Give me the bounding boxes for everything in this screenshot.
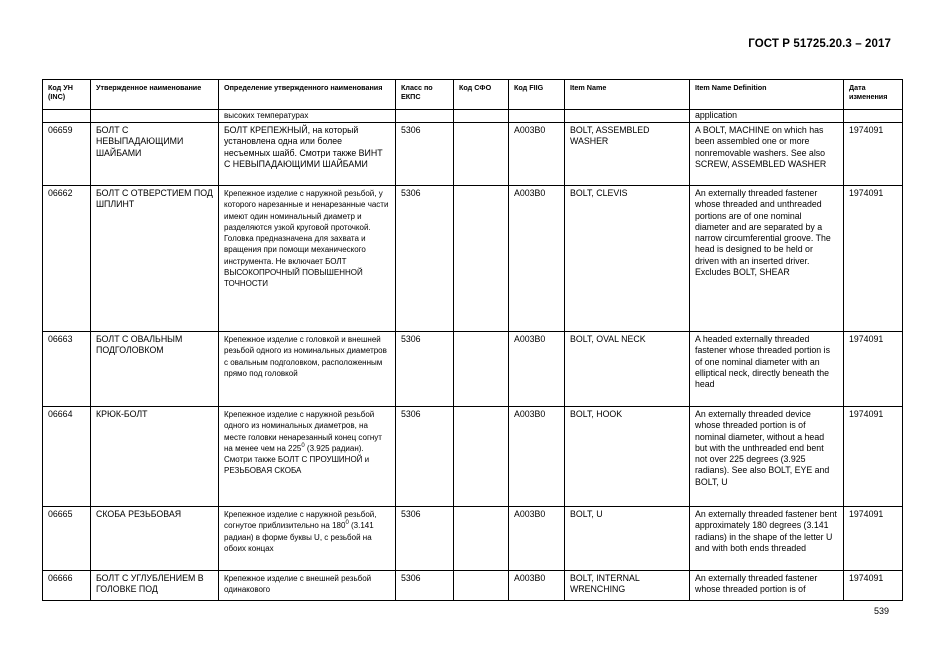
cell-date: 1974091 (844, 186, 903, 332)
col-header-sfo: Код СФО (454, 80, 509, 110)
col-header-item-name: Item Name (565, 80, 690, 110)
cell-item-definition: A BOLT, MACHINE on which has been assembled one or more nonremovable washers. See also SCREW, ASSEMBLED WASHER (690, 123, 844, 186)
cell-item-name: BOLT, CLEVIS (565, 186, 690, 332)
cell-class: 5306 (396, 571, 454, 601)
cell-sfo (454, 186, 509, 332)
cell-item-name: BOLT, OVAL NECK (565, 332, 690, 407)
cell-definition: Крепежное изделие с головкой и внешней резьбой одного из номинальных диаметров с овальным подголовком, расположенным прямо под головкой (219, 332, 396, 407)
cell-definition: высоких температурах (219, 110, 396, 123)
table-header-row (43, 80, 903, 110)
table-row (43, 507, 903, 571)
cell-item-name: BOLT, HOOK (565, 407, 690, 507)
cell-fiig: A003B0 (509, 571, 565, 601)
col-header-inc: Код УН (INC) (43, 80, 91, 110)
cell-class: 5306 (396, 407, 454, 507)
page-number: 539 (873, 606, 889, 616)
cell-definition: Крепежное изделие с наружной резьбой одного из номинальных диаметров, на месте головки ненарезанный конец согнут на менее чем на $225^0$ (3.925 радиан). Смотри также БОЛТ С ПРОУШИНОЙ и РЕЗЬБОВАЯ СКОБА (219, 407, 396, 507)
cell-date: 1974091 (844, 332, 903, 407)
cell-date: 1974091 (844, 123, 903, 186)
cell-class: 5306 (396, 507, 454, 571)
cell-item-definition: An externally threaded fastener whose threaded and unthreaded portions are of one nominal diameter and are separated by a narrow circumferential groove. The head is designed to be held or driven with an inserted driver. Excludes BOLT, SHEAR (690, 186, 844, 332)
cell-sfo (454, 571, 509, 601)
cell-inc: 06664 (43, 407, 91, 507)
cell-inc: 06666 (43, 571, 91, 601)
cell-sfo (454, 407, 509, 507)
cell-date: 1974091 (844, 571, 903, 601)
cell-item-name: BOLT, INTERNAL WRENCHING (565, 571, 690, 601)
cell-sfo (454, 123, 509, 186)
item-names-table (42, 79, 903, 601)
cell-inc: 06659 (43, 123, 91, 186)
cell-item-definition: A headed externally threaded fastener whose threaded portion is of one nominal diameter with an elliptical neck, directly beneath the head (690, 332, 844, 407)
cell-definition: Крепежное изделие с внешней резьбой одинакового (219, 571, 396, 601)
table-row (43, 332, 903, 407)
cell-sfo (454, 507, 509, 571)
cell-fiig: A003B0 (509, 507, 565, 571)
col-header-fiig: Код FIIG (509, 80, 565, 110)
col-header-item-definition: Item Name Definition (690, 80, 844, 110)
document-number: ГОСТ Р 51725.20.3 – 2017 (748, 38, 891, 50)
cell-date: 1974091 (844, 507, 903, 571)
cell-inc: 06663 (43, 332, 91, 407)
cell-class: 5306 (396, 332, 454, 407)
cell-item-name: BOLT, ASSEMBLED WASHER (565, 123, 690, 186)
cell-inc: 06662 (43, 186, 91, 332)
cell-definition: БОЛТ КРЕПЕЖНЫЙ, на который установлена одна или более несъемных шайб. Смотри также ВИНТ С НЕВЫПАДАЮЩИМИ ШАЙБАМИ (219, 123, 396, 186)
cell-name: БОЛТ С ОВАЛЬНЫМ ПОДГОЛОВКОМ (91, 332, 219, 407)
cell-definition: Крепежное изделие с наружной резьбой, у которого нарезанные и ненарезанные части имеют один номинальный диаметр и разделяются узкой круговой проточкой. Головка предназначена для захвата и вращения при помощи механического инструмента. Не включает БОЛТ ВЫСОКОПРОЧНЫЙ ПОВЫШЕННОЙ ТОЧНОСТИ (219, 186, 396, 332)
cell-name: БОЛТ С УГЛУБЛЕНИЕМ В ГОЛОВКЕ ПОД (91, 571, 219, 601)
cell-item-definition: An externally threaded fastener bent approximately 180 degrees (3.141 radians) in the shape of the letter U and with both ends threaded (690, 507, 844, 571)
continuation-row (43, 110, 903, 123)
col-header-date: Дата изменения (844, 80, 903, 110)
table-row (43, 407, 903, 507)
cell-fiig: A003B0 (509, 407, 565, 507)
cell-class: 5306 (396, 123, 454, 186)
cell-name: КРЮК-БОЛТ (91, 407, 219, 507)
table-row (43, 186, 903, 332)
cell-item-definition: An externally threaded fastener whose threaded portion is of (690, 571, 844, 601)
cell-fiig: A003B0 (509, 186, 565, 332)
col-header-name: Утвержденное наименование (91, 80, 219, 110)
table-row (43, 123, 903, 186)
cell-name: БОЛТ С НЕВЫПАДАЮЩИМИ ШАЙБАМИ (91, 123, 219, 186)
col-header-class: Класс по ЕКПС (396, 80, 454, 110)
cell-definition: Крепежное изделие с наружной резьбой, согнутое приблизительно на $180^0$ (3.141 радиан) в форме буквы U, с резьбой на обоих концах (219, 507, 396, 571)
cell-item-definition: application (690, 110, 844, 123)
cell-fiig: A003B0 (509, 123, 565, 186)
cell-date: 1974091 (844, 407, 903, 507)
cell-name: БОЛТ С ОТВЕРСТИЕМ ПОД ШПЛИНТ (91, 186, 219, 332)
cell-item-name: BOLT, U (565, 507, 690, 571)
cell-inc: 06665 (43, 507, 91, 571)
col-header-definition: Определение утвержденного наименования (219, 80, 396, 110)
cell-name: СКОБА РЕЗЬБОВАЯ (91, 507, 219, 571)
cell-sfo (454, 332, 509, 407)
cell-item-definition: An externally threaded device whose threaded portion is of nominal diameter, without a head but with the unthreaded end bent not over 225 degrees (3.925 radians). See also BOLT, EYE and BOLT, U (690, 407, 844, 507)
cell-fiig: A003B0 (509, 332, 565, 407)
cell-class: 5306 (396, 186, 454, 332)
table-row (43, 571, 903, 601)
